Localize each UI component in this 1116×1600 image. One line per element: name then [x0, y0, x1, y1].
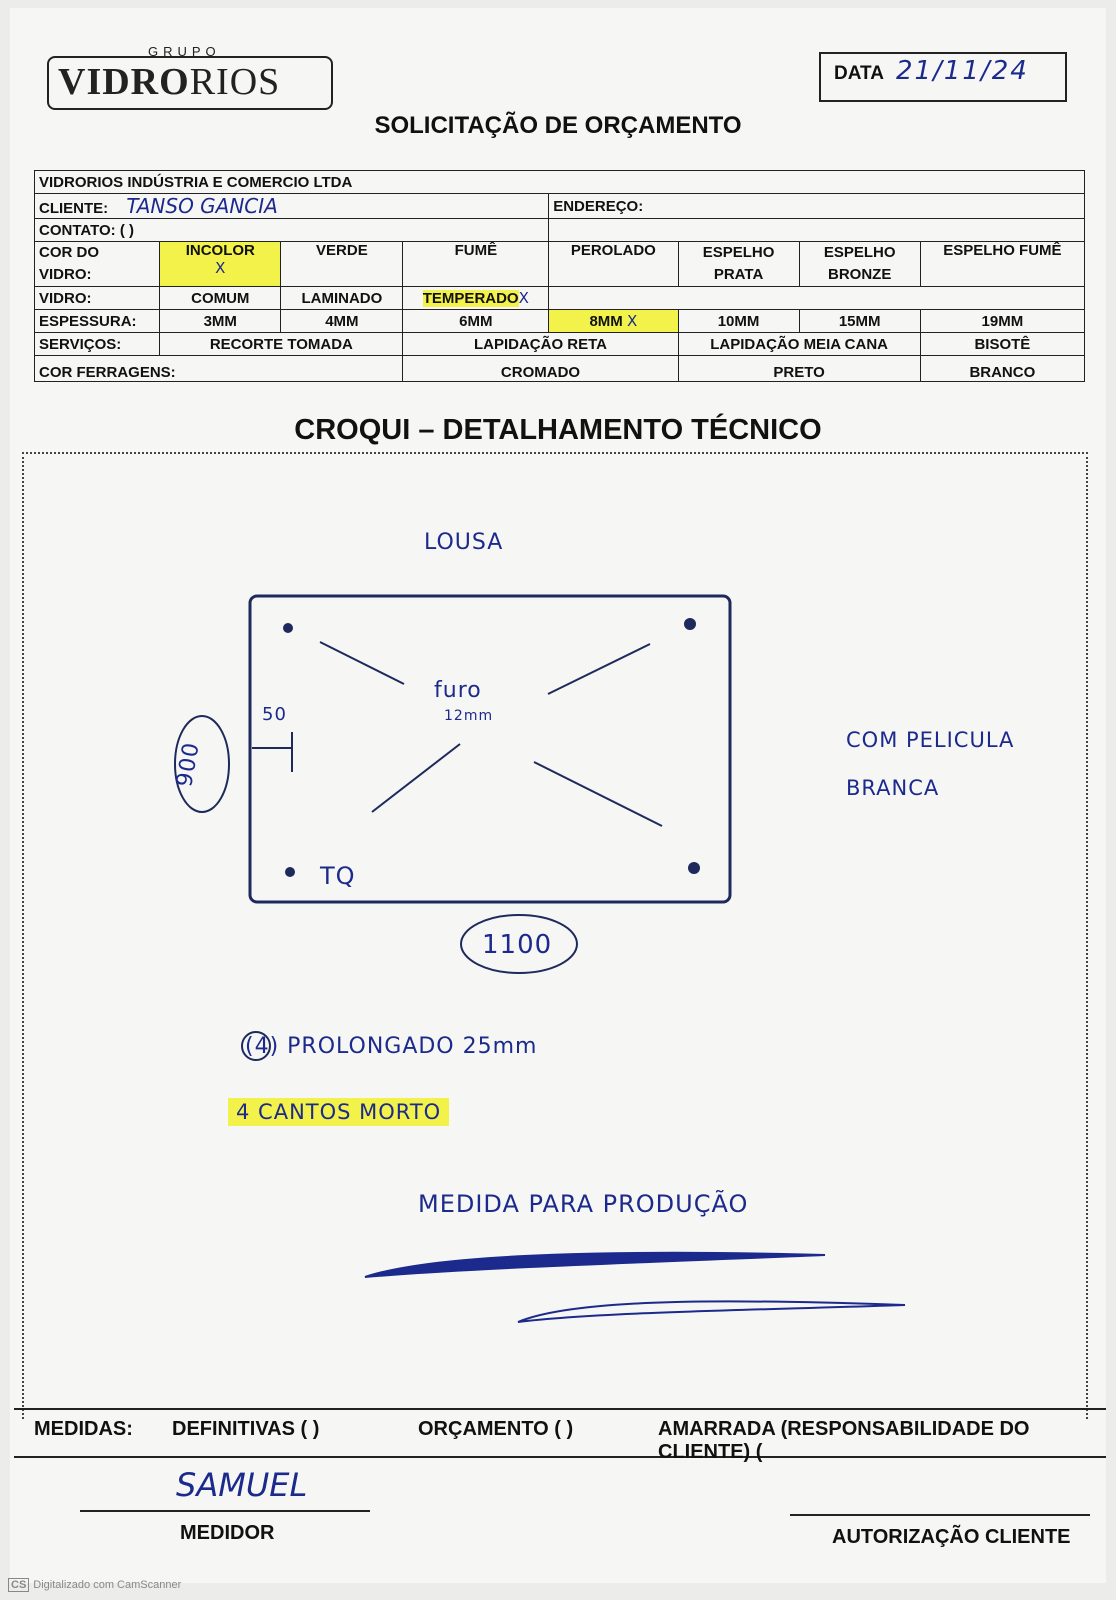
selected-x-mark: X	[215, 259, 226, 277]
glass-option-laminado[interactable]: LAMINADO	[281, 287, 403, 310]
thickness-19mm[interactable]: 19MM	[920, 310, 1084, 333]
selected-x-mark: X	[626, 312, 638, 330]
hardware-branco[interactable]: BRANCO	[920, 356, 1084, 382]
date-value: 21/11/24	[896, 56, 1029, 86]
scanner-text: Digitalizado com CamScanner	[33, 1579, 182, 1591]
hole-note: furo	[434, 678, 482, 703]
diagonal-stroke	[372, 744, 460, 812]
measures-quote-checkbox[interactable]: ORÇAMENTO ( )	[418, 1418, 574, 1440]
color-option-espelho-bronze[interactable]: ESPELHO BRONZE	[799, 242, 920, 287]
services-label: SERVIÇOS:	[35, 333, 160, 356]
service-lapidacao-meia-cana[interactable]: LAPIDAÇÃO MEIA CANA	[678, 333, 920, 356]
hardware-preto[interactable]: PRETO	[678, 356, 920, 382]
offset-label: 50	[262, 704, 287, 725]
measurer-label: MEDIDOR	[180, 1522, 275, 1544]
hole-size-note: 12mm	[444, 708, 494, 724]
thickness-15mm[interactable]: 15MM	[799, 310, 920, 333]
logo-brand-light: RIOS	[189, 61, 281, 103]
hole-marker	[283, 623, 293, 633]
color-option-perolado[interactable]: PEROLADO	[549, 242, 678, 287]
note-corners: 4 CANTOS MORTO	[228, 1098, 449, 1126]
client-authorization-label: AUTORIZAÇÃO CLIENTE	[832, 1526, 1071, 1548]
width-dimension: 1100	[482, 930, 553, 960]
signature-flourish	[365, 1253, 825, 1277]
glass-option-comum[interactable]: COMUM	[160, 287, 281, 310]
service-lapidacao-reta[interactable]: LAPIDAÇÃO RETA	[403, 333, 678, 356]
service-recorte-tomada[interactable]: RECORTE TOMADA	[160, 333, 403, 356]
client-value: TANSO GANCIA	[126, 194, 278, 218]
thickness-6mm[interactable]: 6MM	[403, 310, 549, 333]
tq-label: TQ	[320, 862, 356, 890]
hole-marker	[285, 867, 295, 877]
side-note-line1: COM PELICULA	[846, 728, 1015, 752]
color-option-espelho-prata[interactable]: ESPELHO PRATA	[678, 242, 799, 287]
logo-brand-bold: VIDRO	[58, 61, 190, 103]
label-lousa: LOUSA	[424, 530, 504, 555]
height-dimension: 900	[172, 740, 205, 789]
camscanner-logo-icon: CS	[8, 1578, 29, 1592]
selected-x-mark: X	[518, 289, 529, 307]
logo-grupo: GRUPO	[148, 44, 221, 59]
diagonal-stroke	[320, 642, 404, 684]
date-label: DATA	[834, 63, 884, 84]
note-production: MEDIDA PARA PRODUÇÃO	[418, 1190, 749, 1218]
measures-final-checkbox[interactable]: DEFINITIVAS ( )	[172, 1418, 320, 1440]
signature-flourish	[518, 1301, 905, 1322]
side-note-line2: BRANCA	[846, 776, 940, 800]
sketch-title: CROQUI – DETALHAMENTO TÉCNICO	[294, 414, 822, 446]
thickness-label-8mm: 8MM	[589, 313, 623, 330]
color-label: COR DO VIDRO:	[35, 242, 160, 287]
hardware-label: COR FERRAGENS:	[35, 356, 403, 382]
service-bisote[interactable]: BISOTÊ	[920, 333, 1084, 356]
scanner-watermark	[8, 1579, 181, 1591]
thickness-label: ESPESSURA:	[35, 310, 160, 333]
diagonal-stroke	[548, 644, 650, 694]
measures-label: MEDIDAS:	[34, 1418, 133, 1440]
company-name: VIDRORIOS INDÚSTRIA E COMERCIO LTDA	[35, 171, 1085, 194]
hole-marker	[684, 618, 696, 630]
measures-tied-checkbox[interactable]: AMARRADA (RESPONSABILIDADE DO CLIENTE) (	[658, 1418, 1030, 1463]
hole-marker	[688, 862, 700, 874]
color-option-verde[interactable]: VERDE	[281, 242, 403, 287]
client-signature-line	[790, 1514, 1090, 1516]
diagonal-stroke	[534, 762, 662, 826]
thickness-3mm[interactable]: 3MM	[160, 310, 281, 333]
thickness-4mm[interactable]: 4MM	[281, 310, 403, 333]
measurer-signature-line	[80, 1510, 370, 1512]
glass-option-label: TEMPERADO	[422, 290, 519, 307]
divider	[14, 1408, 1106, 1410]
color-option-label: INCOLOR	[185, 242, 255, 259]
color-option-fume[interactable]: FUMÊ	[403, 242, 549, 287]
contact-label: CONTATO: ( )	[35, 219, 549, 242]
page-title: SOLICITAÇÃO DE ORÇAMENTO	[374, 112, 742, 139]
hardware-cromado[interactable]: CROMADO	[403, 356, 678, 382]
glass-label: VIDRO:	[35, 287, 160, 310]
address-label: ENDEREÇO:	[549, 194, 1085, 219]
measurer-signature: SAMUEL	[176, 1466, 308, 1504]
thickness-10mm[interactable]: 10MM	[678, 310, 799, 333]
color-option-espelho-fume[interactable]: ESPELHO FUMÊ	[920, 242, 1084, 287]
note-extended: (4) PROLONGADO 25mm	[245, 1034, 538, 1059]
client-label: CLIENTE:	[39, 200, 109, 217]
